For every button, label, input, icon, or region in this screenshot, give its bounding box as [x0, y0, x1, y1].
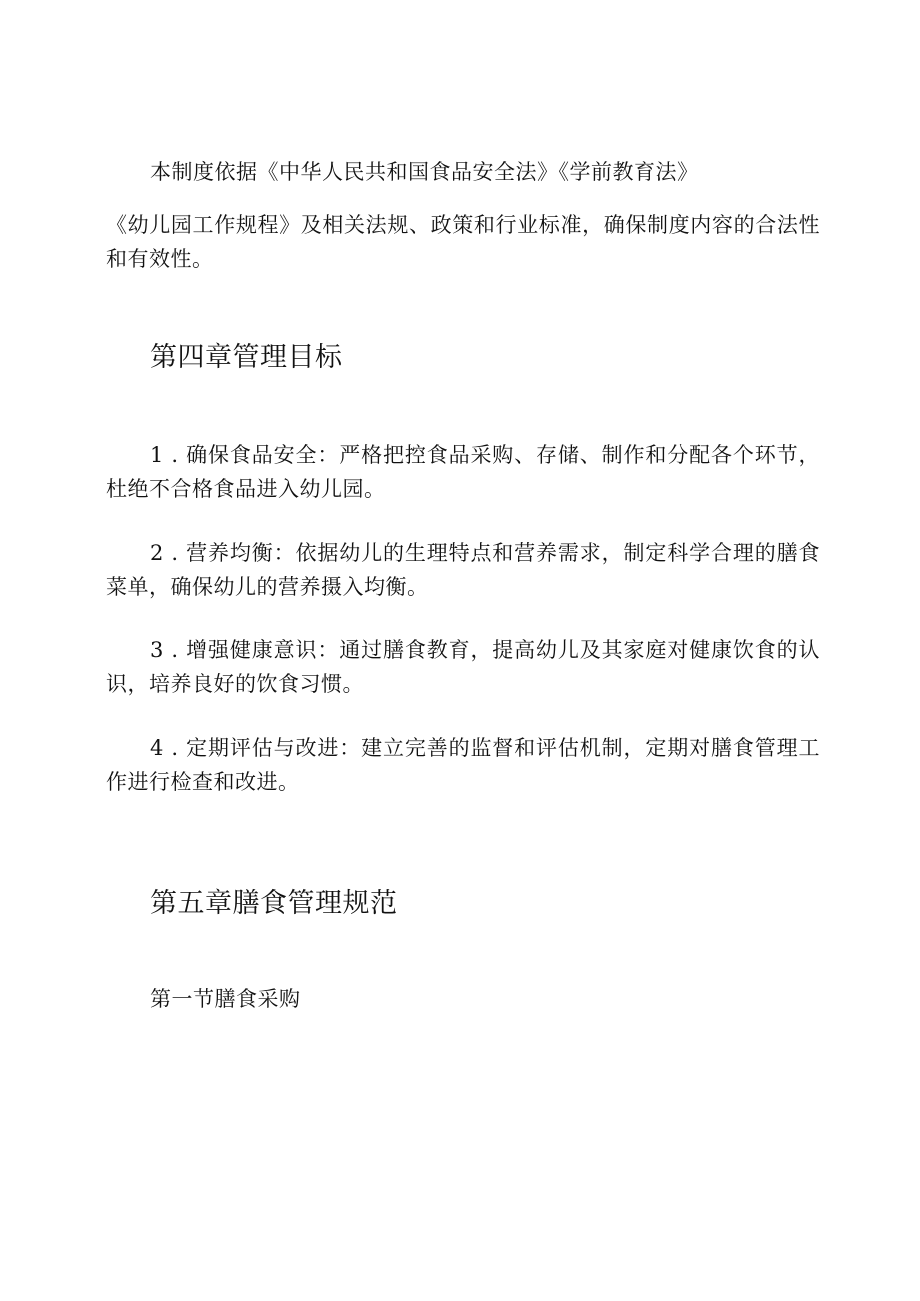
intro-paragraph-continued: 《幼儿园工作规程》及相关法规、政策和行业标准，确保制度内容的合法性和有效性。: [106, 213, 820, 271]
goal-item-4: 4 . 定期评估与改进：建立完善的监督和评估机制，定期对膳食管理工作进行检查和改进。: [106, 736, 820, 794]
goal-item-3: 3 . 增强健康意识：通过膳食教育，提高幼儿及其家庭对健康饮食的认识，培养良好的饮食习惯。: [106, 638, 820, 696]
goal-item-2: 2 . 营养均衡：依据幼儿的生理特点和营养需求，制定科学合理的膳食菜单，确保幼儿的营养摄入均衡。: [106, 541, 820, 599]
chapter-5-heading: 第五章膳食管理规范: [150, 888, 398, 919]
intro-paragraph-line1: 本制度依据《中华人民共和国食品安全法》《学前教育法》: [150, 160, 699, 184]
chapter-4-heading: 第四章管理目标: [150, 342, 343, 373]
section-1-heading: 第一节膳食采购: [150, 987, 301, 1011]
goal-item-1: 1 . 确保食品安全：严格把控食品采购、存储、制作和分配各个环节，杜绝不合格食品进入幼儿园。: [106, 443, 820, 501]
